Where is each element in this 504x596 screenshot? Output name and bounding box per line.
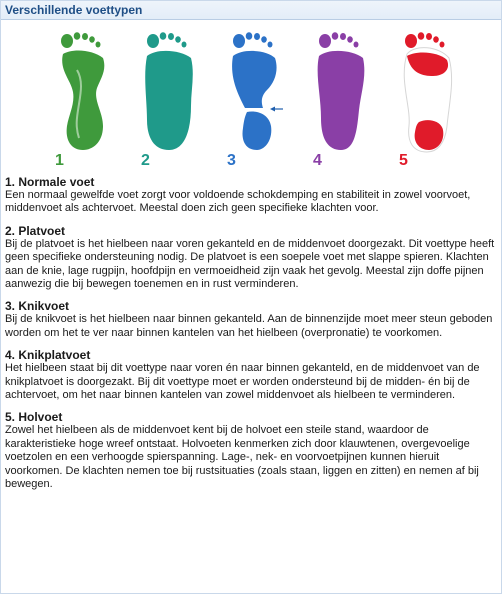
foot-type-5 xyxy=(397,30,461,170)
section-body: Het hielbeen staat bij dit voettype naar voren én naar binnen gekanteld, en de middenvoet van de knikplatvoet is doorgezakt. Bij dit voettype moet er worden ondersteund bij de midden- én bij de achtervoet, om het naar binnen kantelen van zowel middenvoet als hielbeen te verminderen. xyxy=(5,362,480,402)
foot-print-flat-icon xyxy=(139,30,203,155)
section-title: 1. Normale voet xyxy=(5,175,95,189)
foot-print-knikplat-icon xyxy=(311,30,375,155)
page-title: Verschillende voettypen xyxy=(5,3,143,17)
foot-type-2 xyxy=(139,30,203,170)
section-knikvoet xyxy=(5,300,497,340)
section-title: 3. Knikvoet xyxy=(5,299,70,314)
foot-number-4: 4 xyxy=(313,152,322,169)
foot-types-illustration xyxy=(1,20,501,176)
foot-types-text xyxy=(1,176,501,492)
foot-type-1 xyxy=(53,30,117,170)
page-header xyxy=(1,1,501,20)
section-body: Een normaal gewelfde voet zorgt voor voldoende schokdemping en stabiliteit in zowel voorvoet, middenvoet als achtervoet. Meestal doen zich geen specifieke klachten voor. xyxy=(5,189,471,215)
foot-type-4 xyxy=(311,30,375,170)
section-normale-voet xyxy=(5,176,497,216)
foot-print-knik-icon xyxy=(225,30,289,155)
foot-number-1: 1 xyxy=(55,152,64,169)
section-title: 4. Knikplatvoet xyxy=(5,348,91,363)
foot-type-3 xyxy=(225,30,289,170)
section-body: Bij de knikvoet is het hielbeen naar binnen gekanteld. Aan de binnenzijde moet meer steun geboden worden om het te ver naar binnen kantelen van het hielbeen (overpronatie) te voorkomen. xyxy=(5,313,493,339)
foot-number-5: 5 xyxy=(399,152,408,169)
foot-print-normal-icon xyxy=(53,30,117,155)
section-body: Zowel het hielbeen als de middenvoet kent bij de holvoet een steile stand, waardoor de karakteristieke hoge wreef ontstaat. Holvoeten kenmerken zich door klauwtenen, overgevoelige voetzolen en een verhoogde spierspanning. Lage-, nek- en voorvoetpijnen kunnen hieruit voorkomen. De klachten nemen toe bij rustsituaties (zoals staan, liggen en zitten) en nemen af bij bewegen. xyxy=(5,424,479,491)
section-knikplatvoet xyxy=(5,349,497,402)
foot-number-2: 2 xyxy=(141,152,150,169)
foot-print-hol-icon xyxy=(397,30,461,155)
section-title: 2. Platvoet xyxy=(5,223,66,238)
section-title: 5. Holvoet xyxy=(5,410,63,425)
section-body: Bij de platvoet is het hielbeen naar voren gekanteld en de middenvoet doorgezakt. Dit voettype heeft geen specifieke ondersteuning nodig. De platvoet is een soepele voet met slappe spieren. Klachten aan de knie, lage rugpijn, hoofdpijn en vermoeidheid zijn vaak het gevolg. Meestal zijn doffe pijnen aanwezig die bij bewegen toenemen en in rust verminderen. xyxy=(5,237,495,291)
section-platvoet xyxy=(5,225,497,292)
foot-number-3: 3 xyxy=(227,152,236,169)
section-holvoet xyxy=(5,411,497,491)
